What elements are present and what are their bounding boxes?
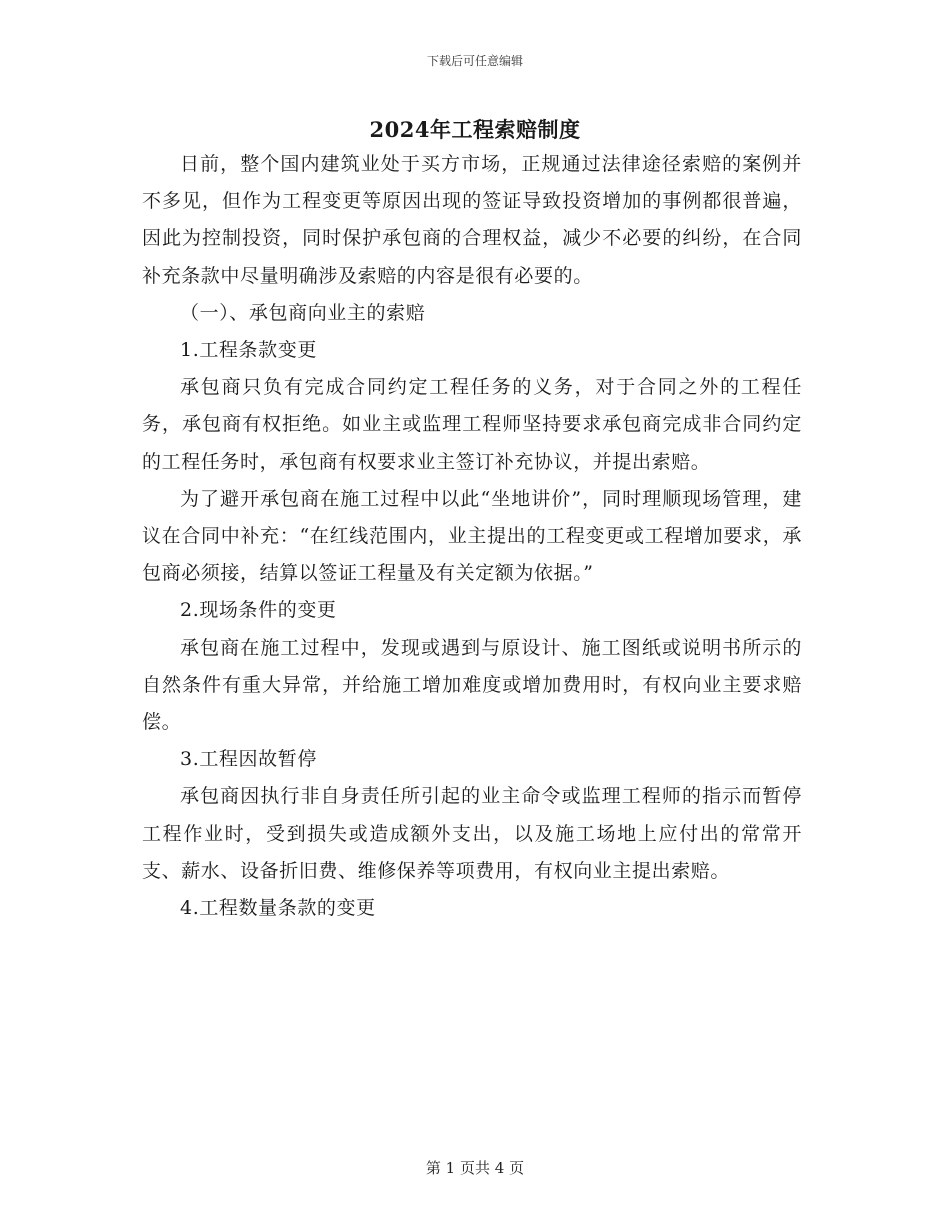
paragraph: 为了避开承包商在施工过程中以此“坐地讲价”，同时理顺现场管理，建议在合同中补充：“在红线范围内，业主提出的工程变更或工程增加要求，承包商必须接，结算以签证工程量及有关定额为依据。” xyxy=(142,487,802,585)
document-body xyxy=(142,146,802,927)
paragraph-intro: 日前，整个国内建筑业处于买方市场，正规通过法律途径索赔的案例并不多见，但作为工程变更等原因出现的签证导致投资增加的事例都很普遍，因此为控制投资，同时保护承包商的合理权益，减少不必要的纠纷，在合同补充条款中尽量明确涉及索赔的内容是很有必要的。 xyxy=(142,153,802,287)
paragraph: 承包商只负有完成合同约定工程任务的义务，对于合同之外的工程任务，承包商有权拒绝。如业主或监理工程师坚持要求承包商完成非合同约定的工程任务时，承包商有权要求业主签订补充协议，并提出索赔。 xyxy=(142,376,802,473)
page-header-note: 下载后可任意编辑 xyxy=(426,54,523,68)
subheading-2: 2.现场条件的变更 xyxy=(180,599,337,622)
subheading-4: 4.工程数量条款的变更 xyxy=(180,897,376,920)
paragraph: 承包商因执行非自身责任所引起的业主命令或监理工程师的指示而暂停工程作业时，受到损失或造成额外支出，以及施工场地上应付出的常常开支、薪水、设备折旧费、维修保养等项费用，有权向业主提出索赔。 xyxy=(142,785,802,882)
section-heading: （一）、承包商向业主的索赔 xyxy=(180,301,426,324)
page-number: 第 1 页共 4 页 xyxy=(425,1159,525,1177)
subheading-1: 1.工程条款变更 xyxy=(180,339,317,362)
document-title: 2024年工程索赔制度 xyxy=(369,117,581,142)
subheading-3: 3.工程因故暂停 xyxy=(180,748,317,771)
paragraph: 承包商在施工过程中，发现或遇到与原设计、施工图纸或说明书所示的自然条件有重大异常，并给施工增加难度或增加费用时，有权向业主要求赔偿。 xyxy=(142,636,802,734)
